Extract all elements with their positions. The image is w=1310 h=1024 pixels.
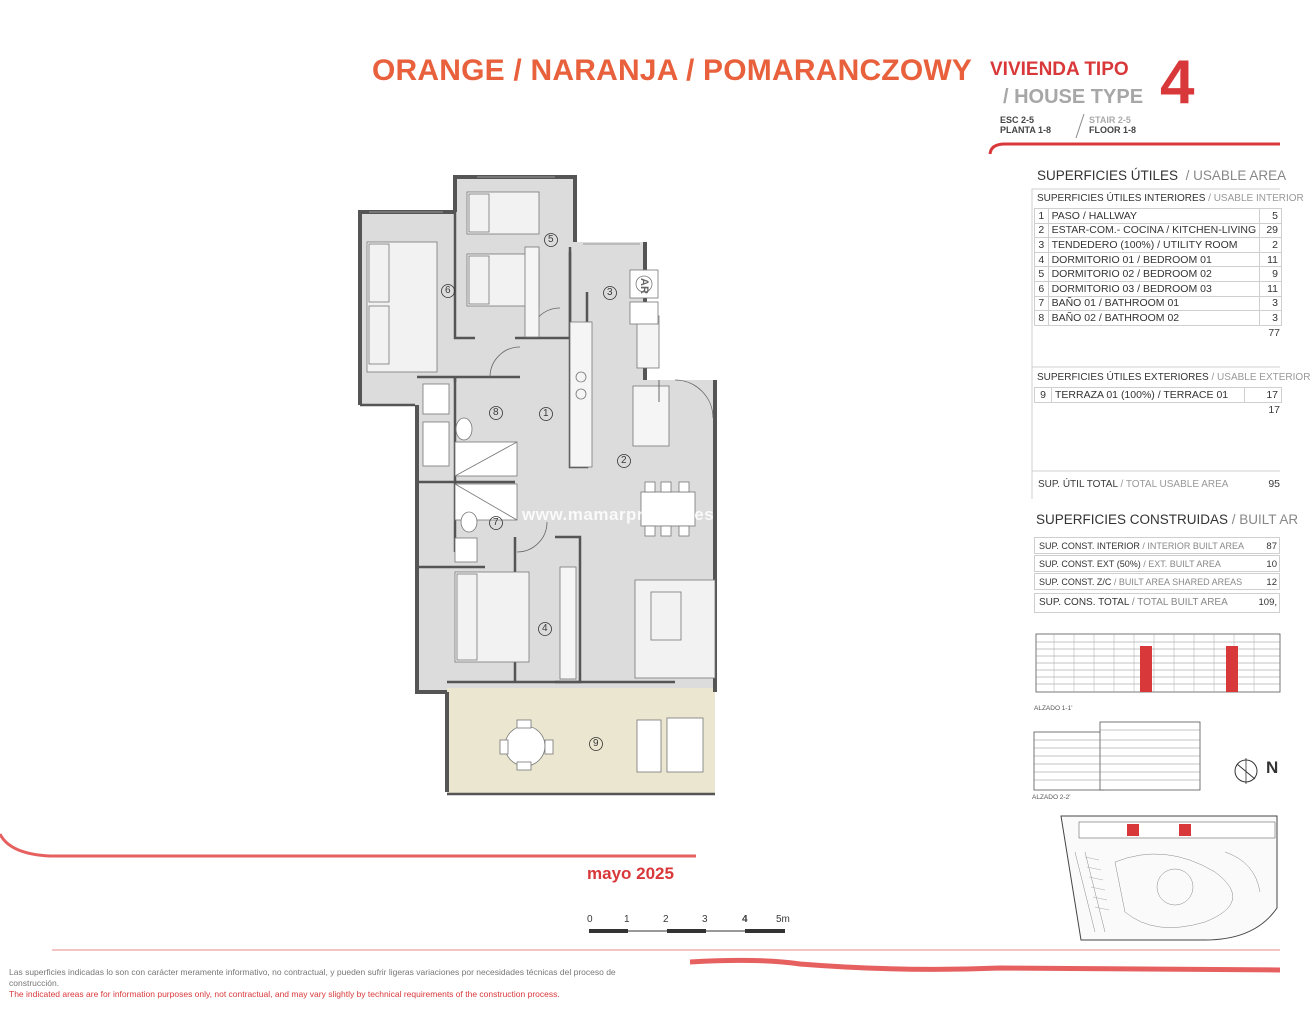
row-label: TERRAZA 01 (100%) / TERRACE 01 <box>1052 388 1245 403</box>
header-slash <box>1074 113 1086 139</box>
table-row <box>1035 209 1282 224</box>
row-value: 29 <box>1260 223 1282 238</box>
exterior-total: 17 <box>1268 404 1280 416</box>
built-row <box>1034 573 1280 590</box>
usable-title-es: SUPERFICIES ÚTILES <box>1037 168 1179 183</box>
plan-date: mayo 2025 <box>587 864 674 883</box>
table-row <box>1035 238 1282 253</box>
disclaimer-es-line1: Las superficies indicadas lo son con carácter meramente informativo, no contractual, y pueden sufrir ligeras variaciones por necesidades técnicas del proceso de <box>9 967 616 977</box>
built-row-value: 87 <box>1266 541 1277 552</box>
scale-tick-2: 2 <box>663 914 669 925</box>
table-row <box>1035 296 1282 311</box>
built-row-en: / EXT. BUILT AREA <box>1143 559 1221 569</box>
elevation-1-drawing <box>1034 628 1280 708</box>
usable-title-en: / USABLE AREA <box>1185 168 1287 183</box>
built-row-es: SUP. CONST. Z/C <box>1039 577 1112 587</box>
row-value: 3 <box>1260 311 1282 326</box>
row-label: DORMITORIO 03 / BEDROOM 03 <box>1048 281 1260 296</box>
stair-label <box>1089 115 1136 135</box>
row-label: BAÑO 01 / BATHROOM 01 <box>1048 296 1260 311</box>
table-row <box>1035 311 1282 326</box>
scale-bar <box>585 926 795 936</box>
scale-tick-4: 4 <box>742 914 748 925</box>
total-usable-es: SUP. ÚTIL TOTAL <box>1038 479 1118 490</box>
built-row <box>1034 555 1280 572</box>
room-4-number: 4 <box>542 623 548 634</box>
table-row <box>1035 252 1282 267</box>
total-usable-value: 95 <box>1268 478 1280 490</box>
room-1-number: 1 <box>543 408 549 419</box>
room-7-number: 7 <box>493 517 499 528</box>
usable-area-title <box>1037 168 1286 183</box>
exterior-table-head <box>1037 372 1310 383</box>
built-area-title <box>1036 512 1298 527</box>
row-value: 11 <box>1260 252 1282 267</box>
watermark: www.mamarproperties <box>522 505 715 524</box>
house-type-number: 4 <box>1160 48 1195 117</box>
header-underline <box>985 140 1280 160</box>
table-row <box>1035 223 1282 238</box>
planta-text: PLANTA 1-8 <box>1000 125 1052 135</box>
table-row <box>1035 267 1282 282</box>
interior-table-head <box>1037 193 1304 204</box>
built-row-es: SUP. CONST. INTERIOR <box>1039 541 1140 551</box>
exterior-area-table <box>1034 387 1282 403</box>
room-3-number: 3 <box>607 287 613 298</box>
footer-curve-left <box>0 832 700 862</box>
scale-tick-1: 1 <box>624 914 630 925</box>
row-number: 4 <box>1035 252 1049 267</box>
interior-head-en: / USABLE INTERIOR <box>1208 193 1304 204</box>
scale-tick-5: 5m <box>776 914 790 925</box>
row-value: 3 <box>1260 296 1282 311</box>
row-number: 8 <box>1035 311 1049 326</box>
built-row-en: / INTERIOR BUILT AREA <box>1142 541 1245 551</box>
row-number: 5 <box>1035 267 1049 282</box>
row-label: DORMITORIO 01 / BEDROOM 01 <box>1048 252 1260 267</box>
stair-text: STAIR 2-5 <box>1089 115 1131 125</box>
row-value: 9 <box>1260 267 1282 282</box>
built-title-es: SUPERFICIES CONSTRUIDAS <box>1036 512 1229 527</box>
row-number: 6 <box>1035 281 1049 296</box>
row-number: 3 <box>1035 238 1049 253</box>
total-usable-en: / TOTAL USABLE AREA <box>1120 479 1229 490</box>
row-value: 17 <box>1245 388 1282 403</box>
room-5-number: 5 <box>548 234 554 245</box>
row-number: 7 <box>1035 296 1049 311</box>
disclaimer-en: The indicated areas are for information purposes only, not contractual, and may vary slightly by technical requirements of the construction process. <box>9 989 560 999</box>
interior-head-es: SUPERFICIES ÚTILES INTERIORES <box>1037 193 1206 204</box>
north-label: N <box>1266 758 1279 777</box>
total-usable-label <box>1038 479 1228 490</box>
row-value: 5 <box>1260 209 1282 224</box>
built-row-value: 12 <box>1266 577 1277 588</box>
row-number: 1 <box>1035 209 1049 224</box>
row-value: 11 <box>1260 281 1282 296</box>
site-plan-drawing <box>1055 812 1280 944</box>
exterior-head-es: SUPERFICIES ÚTILES EXTERIORES <box>1037 372 1209 383</box>
elevation-2-drawing <box>1030 718 1210 794</box>
built-row-value: 10 <box>1266 559 1277 570</box>
built-title-en: / BUILT AR <box>1231 512 1299 527</box>
interior-total: 77 <box>1268 327 1280 339</box>
table-row <box>1035 388 1282 403</box>
built-row-en: / TOTAL BUILT AREA <box>1131 597 1228 608</box>
esc-text: ESC 2-5 <box>1000 115 1035 125</box>
built-row-es: SUP. CONS. TOTAL <box>1039 597 1130 608</box>
row-label: TENDEDERO (100%) / UTILITY ROOM <box>1048 238 1260 253</box>
disclaimer-es-line2: construcción. <box>9 978 60 988</box>
esc-label <box>1000 115 1051 135</box>
alzado-2-label: ALZADO 2-2' <box>1032 794 1071 801</box>
row-label: PASO / HALLWAY <box>1048 209 1260 224</box>
built-row <box>1034 537 1280 554</box>
room-9-number: 9 <box>593 738 599 749</box>
house-type-label: / HOUSE TYPE <box>1003 86 1144 108</box>
scale-tick-0: 0 <box>587 914 593 925</box>
row-number: 2 <box>1035 223 1049 238</box>
alzado-1-label: ALZADO 1-1' <box>1034 705 1073 712</box>
vivienda-tipo-label: VIVIENDA TIPO <box>990 59 1129 80</box>
built-row-es: SUP. CONST. EXT (50%) <box>1039 559 1141 569</box>
exterior-head-en: / USABLE EXTERIOR <box>1211 372 1310 383</box>
room-2-number: 2 <box>621 455 627 466</box>
room-8-number: 8 <box>493 407 499 418</box>
built-row-total <box>1034 593 1280 613</box>
row-label: DORMITORIO 02 / BEDROOM 02 <box>1048 267 1260 282</box>
interior-area-table <box>1034 208 1282 326</box>
row-value: 2 <box>1260 238 1282 253</box>
row-label: BAÑO 02 / BATHROOM 02 <box>1048 311 1260 326</box>
built-row-en: / BUILT AREA SHARED AREAS <box>1113 577 1243 587</box>
table-row <box>1035 281 1282 296</box>
built-row-value: 109, <box>1258 597 1277 608</box>
scale-tick-3: 3 <box>702 914 708 925</box>
row-label: ESTAR-COM.- COCINA / KITCHEN-LIVING <box>1048 223 1260 238</box>
floor-plan-drawing <box>355 172 727 800</box>
north-arrow-icon <box>1234 756 1262 788</box>
plan-title: ORANGE / NARANJA / POMARANCZOWY <box>372 54 973 87</box>
row-number: 9 <box>1035 388 1052 403</box>
floor-text: FLOOR 1-8 <box>1089 125 1137 135</box>
room-6-number: 6 <box>445 285 451 296</box>
ar-label: AR <box>638 278 650 294</box>
